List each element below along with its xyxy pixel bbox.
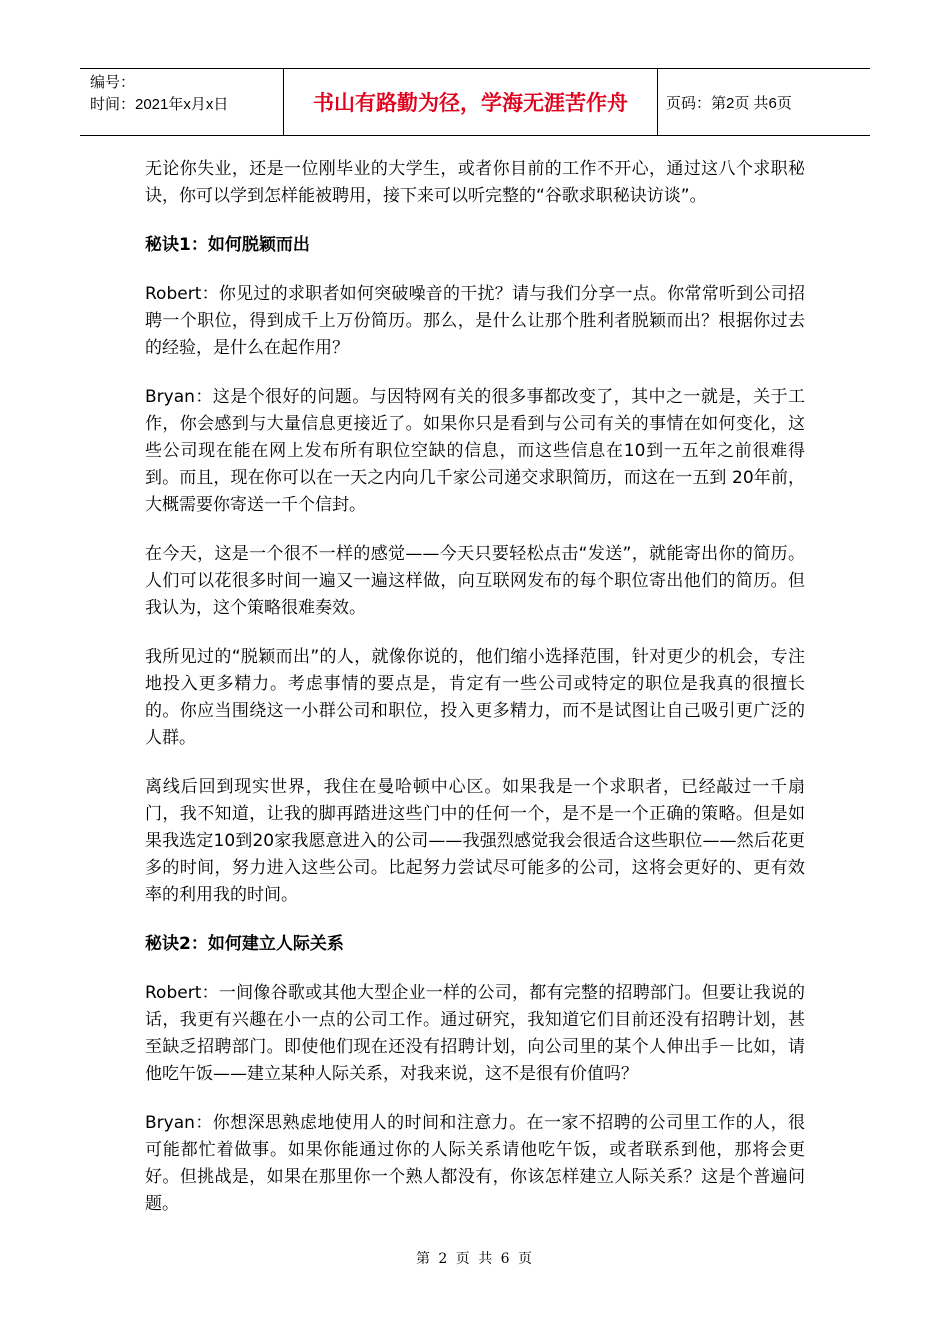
document-header <box>80 68 870 136</box>
bryan-answer-2: Bryan：你想深思熟虑地使用人的时间和注意力。在一家不招聘的公司里工作的人，很可能都忙着做事。如果你能通过你的人际关系请他吃午饭，或者联系到他，那将会更好。但挑战是，如果在那里你一个熟人都没有，你该怎样建立人际关系？这是个普遍问题。 <box>145 1113 805 1214</box>
body-paragraph-3: 在今天，这是一个很不一样的感觉——今天只要轻松点击“发送”，就能寄出你的简历。人们可以花很多时间一遍又一遍这样做，向互联网发布的每个职位寄出他们的简历。但我认为，这个策略很难奏效。 <box>145 544 805 618</box>
document-number-label: 编号： <box>90 74 136 91</box>
tip-1-heading: 秘诀1：如何脱颖而出 <box>145 235 310 255</box>
header-page-cell <box>658 69 870 135</box>
body-paragraph-4: 我所见过的“脱颖而出”的人，就像你说的，他们缩小选择范围，针对更少的机会，专注地投入更多精力。考虑事情的要点是，肯定有一些公司或特定的职位是我真的很擅长的。你应当围绕这一小群公司和职位，投入更多精力，而不是试图让自己吸引更广泛的人群。 <box>145 647 805 748</box>
robert-question-1: Robert：你见过的求职者如何突破噪音的干扰？请与我们分享一点。你常常听到公司招聘一个职位，得到成千上万份简历。那么，是什么让那个胜利者脱颖而出？根据你过去的经验，是什么在起作用？ <box>145 284 805 358</box>
document-date-label: 时间：2021年x月x日 <box>90 96 229 113</box>
header-motto: 书山有路勤为径，学海无涯苦作舟 <box>313 91 628 115</box>
document-body <box>145 156 805 1240</box>
body-paragraph-5: 离线后回到现实世界，我住在曼哈顿中心区。如果我是一个求职者，已经敲过一千扇门，我不知道，让我的脚再踏进这些门中的任何一个，是不是一个正确的策略。但是如果我选定10到20家我愿意进入的公司——我强烈感觉我会很适合这些职位——然后花更多的时间，努力进入这些公司。比起努力尝试尽可能多的公司，这将会更好的、更有效率的利用我的时间。 <box>145 777 805 905</box>
intro-paragraph: 无论你失业，还是一位刚毕业的大学生，或者你目前的工作不开心，通过这八个求职秘诀，你可以学到怎样能被聘用，接下来可以听完整的“谷歌求职秘诀访谈”。 <box>145 159 805 206</box>
bryan-answer-1: Bryan：这是个很好的问题。与因特网有关的很多事都改变了，其中之一就是，关于工作，你会感到与大量信息更接近了。如果你只是看到与公司有关的事情在如何变化，这些公司现在能在网上发布所有职位空缺的信息，而这些信息在10到一五年之前很难得到。而且，现在你可以在一天之内向几千家公司递交求职简历，而这在一五到 20年前，大概需要你寄送一千个信封。 <box>145 387 805 515</box>
header-meta-cell <box>80 69 284 135</box>
page-footer: 第 2 页 共 6 页 <box>415 1251 535 1267</box>
tip-2-heading: 秘诀2：如何建立人际关系 <box>145 934 344 954</box>
header-page-number: 页码：第2页 共6页 <box>666 94 792 112</box>
header-motto-cell <box>284 69 658 135</box>
robert-question-2: Robert：一间像谷歌或其他大型企业一样的公司，都有完整的招聘部门。但要让我说的话，我更有兴趣在小一点的公司工作。通过研究，我知道它们目前还没有招聘计划，甚至缺乏招聘部门。即使他们现在还没有招聘计划，向公司里的某个人伸出手－比如，请他吃午饭——建立某种人际关系，对我来说，这不是很有价值吗？ <box>145 983 805 1084</box>
